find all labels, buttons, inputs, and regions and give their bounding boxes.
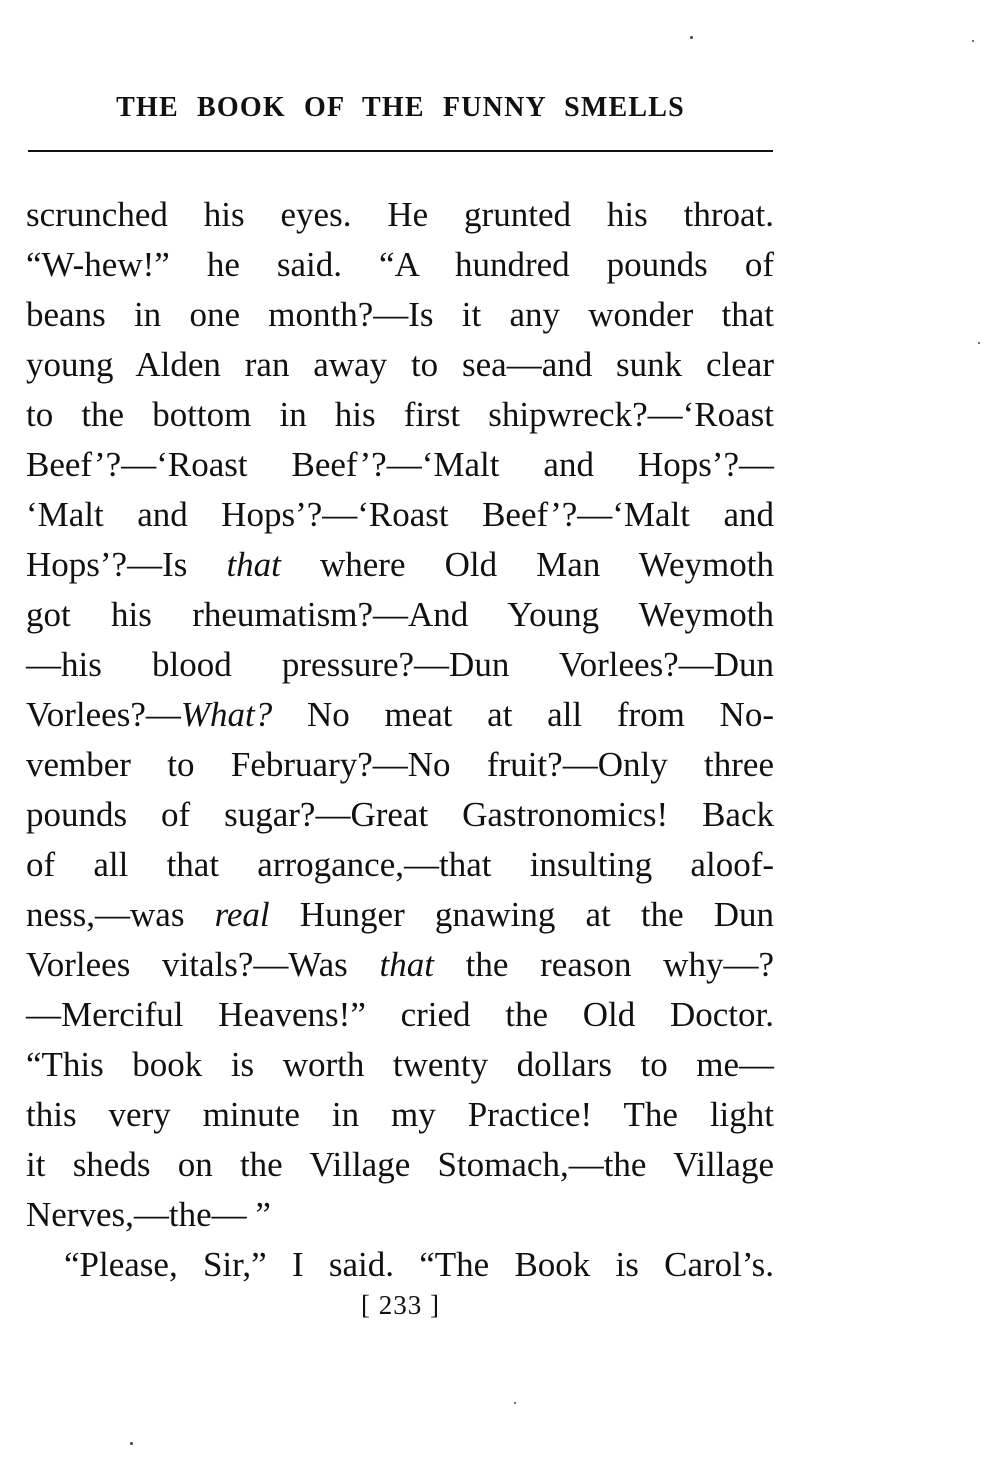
line-segment: No meat at all from No- xyxy=(272,695,774,734)
text-line: —his blood pressure?—Dun Vorlees?—Dun xyxy=(26,645,774,684)
italic-emphasis: What? xyxy=(180,695,273,734)
header-rule xyxy=(28,150,773,152)
italic-emphasis: real xyxy=(214,895,270,934)
text-line xyxy=(26,540,774,590)
page-number: [ 233 ] xyxy=(361,1290,440,1320)
text-line xyxy=(26,690,774,740)
scan-speck xyxy=(130,1442,133,1445)
text-line: Beef’?—‘Roast Beef’?—‘Malt and Hops’?— xyxy=(26,445,774,484)
text-line xyxy=(26,890,774,940)
body-text xyxy=(26,190,774,1290)
text-line xyxy=(26,940,774,990)
text-line-paragraph-end: Nerves,—the— ” xyxy=(26,1195,271,1234)
text-line: vember to February?—No fruit?—Only three xyxy=(26,745,774,784)
text-line: ‘Malt and Hops’?—‘Roast Beef’?—‘Malt and xyxy=(26,495,774,534)
scan-speck xyxy=(690,36,693,39)
text-line: it sheds on the Village Stomach,—the Village xyxy=(26,1145,774,1184)
text-line: scrunched his eyes. He grunted his throat. xyxy=(26,195,774,234)
text-line-paragraph-start: “Please, Sir,” I said. “The Book is Carol’s. xyxy=(64,1245,774,1284)
running-head: THE BOOK OF THE FUNNY SMELLS xyxy=(116,92,685,123)
text-line: this very minute in my Practice! The light xyxy=(26,1095,774,1134)
text-line: to the bottom in his first shipwreck?—‘Roast xyxy=(26,395,774,434)
text-line: young Alden ran away to sea—and sunk clear xyxy=(26,345,774,384)
line-segment: Hunger gnawing at the Dun xyxy=(269,895,774,934)
text-line: got his rheumatism?—And Young Weymoth xyxy=(26,595,774,634)
text-line: beans in one month?—Is it any wonder that xyxy=(26,295,774,334)
text-line: “This book is worth twenty dollars to me— xyxy=(26,1045,774,1084)
text-line: “W-hew!” he said. “A hundred pounds of xyxy=(26,245,774,284)
line-segment: the reason why—? xyxy=(433,945,774,984)
scan-speck xyxy=(972,40,974,42)
line-segment: ness,—was xyxy=(26,895,215,934)
italic-emphasis: that xyxy=(379,945,434,984)
text-line: —Merciful Heavens!” cried the Old Doctor. xyxy=(26,995,774,1034)
italic-emphasis: that xyxy=(226,545,281,584)
line-segment: where Old Man Weymoth xyxy=(280,545,774,584)
scan-speck xyxy=(978,342,980,344)
text-line: pounds of sugar?—Great Gastronomics! Back xyxy=(26,795,774,834)
line-segment: Hops’?—Is xyxy=(26,545,227,584)
line-segment: Vorlees?— xyxy=(26,695,181,734)
scan-speck xyxy=(514,1402,516,1404)
text-line: of all that arrogance,—that insulting aloof- xyxy=(26,845,774,884)
line-segment: Vorlees vitals?—Was xyxy=(26,945,380,984)
